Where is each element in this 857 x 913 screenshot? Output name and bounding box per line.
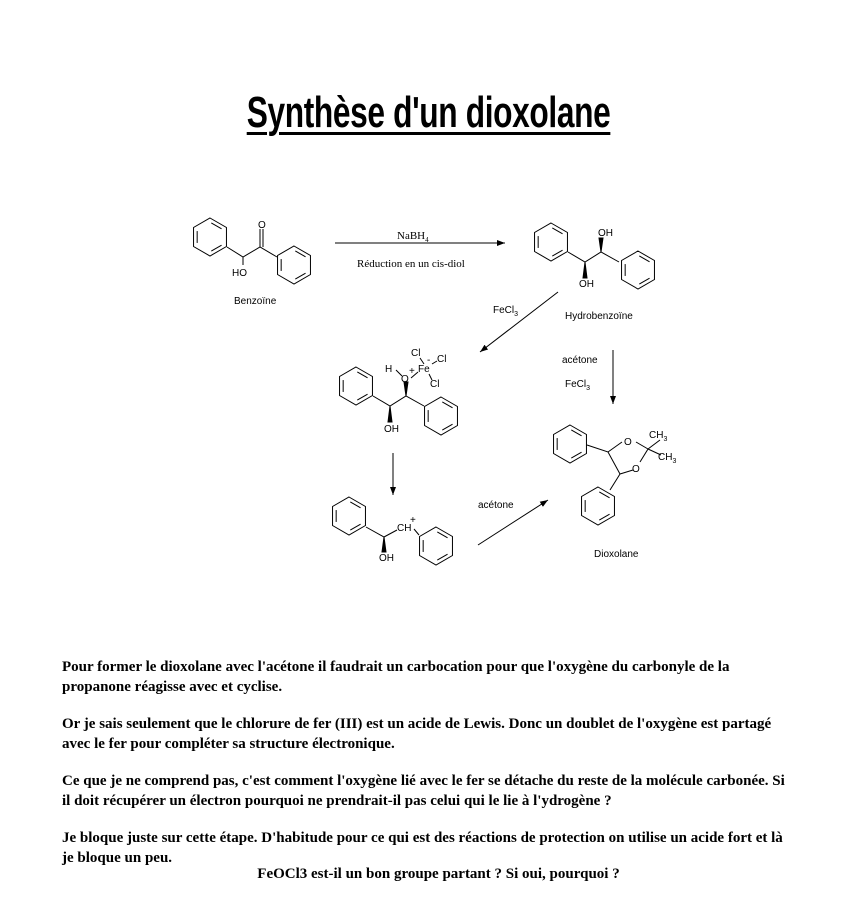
carbocation-oh: OH [379, 553, 394, 564]
benzene-ring [278, 246, 311, 284]
bond [373, 396, 424, 406]
wedge [388, 382, 408, 422]
dioxolane-o1: O [624, 437, 632, 448]
step1-description: Réduction en un cis-diol [357, 258, 465, 270]
paragraph: Or je sais seulement que le chlorure de fer (III) est un acide de Lewis. Donc un doublet de l'oxygène est partagé avec le fer pour compléter sa structure électronique. [62, 716, 772, 752]
carbocation-plus: + [410, 515, 416, 526]
dioxolane-ch3-2: $CH_3$ [658, 452, 677, 465]
complex-minus: - [427, 355, 431, 366]
benzene-ring [340, 367, 373, 405]
question: FeOCl3 est-il un bon groupe partant ? Si oui, pourquoi ? [257, 866, 620, 882]
benzene-ring [582, 487, 615, 525]
complex-plus: + [409, 366, 415, 377]
complex-cl-2: Cl [437, 354, 447, 365]
wedge [583, 238, 603, 278]
dioxolane-o2: O [632, 464, 640, 475]
hydrobenzoine-name: Hydrobenzoïne [565, 311, 633, 322]
benzoine-name: Benzoïne [234, 296, 277, 307]
step1-reagent: NaBH$_4$ [397, 230, 429, 244]
hydrobenzoine-oh-bottom: OH [579, 279, 594, 290]
paragraph: Je bloque juste sur cette étape. D'habitude pour ce qui est des réactions de protection on utilise un acide fort et là je bloque un peu. [62, 830, 783, 866]
wedge [382, 537, 386, 552]
benzene-ring [554, 425, 587, 463]
complex-cl-1: Cl [411, 348, 421, 359]
arrow-step2 [480, 292, 558, 352]
title-text: Synthèse d'un dioxolane [246, 88, 611, 137]
benzoine-oh: HO [232, 268, 247, 279]
benzoine-o: O [258, 220, 266, 231]
complex-cl-3: Cl [430, 379, 440, 390]
benzene-ring [425, 397, 458, 435]
paragraph: Ce que je ne comprend pas, c'est comment l'oxygène lié avec le fer se détache du reste de la molécule carbonée. Si il doit récupérer un électron pourquoi ne prendrait-il pas celui qui le lie à l'ydrogène ? [62, 773, 785, 809]
hydrobenzoine-oh-top: OH [598, 228, 613, 239]
complex-oh: OH [384, 424, 399, 435]
complex-fe: Fe [418, 364, 430, 375]
step4-reagent: acétone [478, 500, 514, 511]
complex-o: O [401, 374, 409, 385]
dioxolane-ch3-1: $CH_3$ [649, 430, 668, 443]
benzene-ring [420, 527, 453, 565]
bond [568, 252, 619, 262]
dioxolane-name: Dioxolane [594, 549, 639, 560]
benzene-ring [622, 251, 655, 289]
complex-h: H [385, 364, 393, 375]
paragraph: Pour former le dioxolane avec l'acétone il faudrait un carbocation pour que l'oxygène du carbonyle de la propanone réagisse avec et cyclise. [62, 659, 730, 695]
step3-reagent-fecl3: FeCl$_3$ [565, 379, 591, 392]
benzene-ring [333, 497, 366, 535]
benzene-ring [194, 218, 227, 256]
benzene-ring [535, 223, 568, 261]
bond [227, 229, 277, 257]
step2-reagent: FeCl$_3$ [493, 305, 519, 318]
step3-reagent-acetone: acétone [562, 355, 598, 366]
carbocation-ch: CH [397, 523, 412, 534]
